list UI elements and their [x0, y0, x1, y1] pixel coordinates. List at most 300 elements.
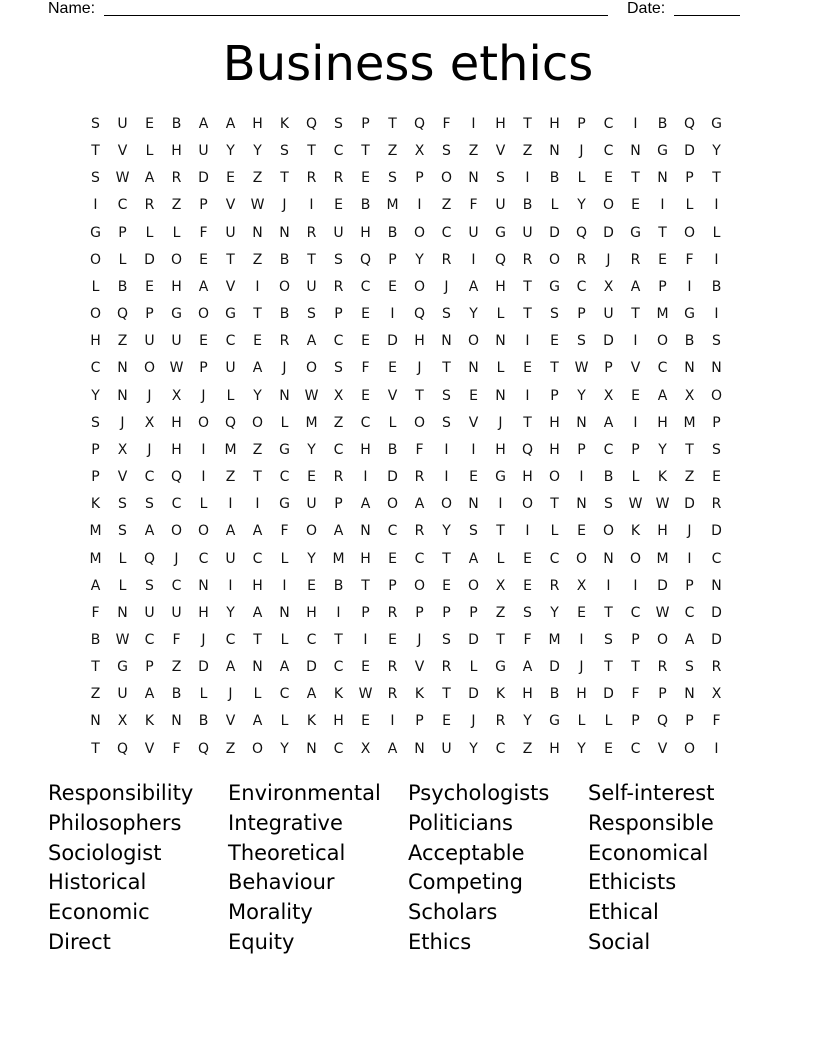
grid-letter: N	[495, 333, 506, 350]
word-list-item: Historical	[48, 870, 147, 895]
grid-letter: I	[525, 170, 530, 187]
grid-letter: Q	[170, 469, 183, 486]
grid-letter: Q	[656, 713, 669, 730]
grid-letter: B	[171, 116, 182, 132]
word-list-item: Environmental	[228, 781, 381, 805]
grid-letter: M	[224, 441, 237, 458]
grid-letter: O	[440, 496, 453, 513]
grid-letter: I	[228, 577, 233, 594]
grid-letter: V	[414, 659, 425, 676]
word-list-item: Responsible	[588, 810, 714, 835]
grid-letter: Z	[252, 170, 263, 187]
grid-letter: T	[523, 306, 532, 323]
grid-letter: V	[387, 387, 398, 404]
grid-letter: S	[388, 170, 397, 187]
grid-letter: L	[496, 306, 505, 323]
grid-letter: R	[279, 333, 290, 350]
grid-letter: O	[683, 740, 696, 757]
grid-letter: P	[631, 713, 640, 730]
grid-letter: Y	[469, 740, 478, 757]
grid-letter: E	[361, 659, 370, 676]
grid-letter: P	[577, 441, 586, 458]
grid-letter: Y	[469, 306, 478, 323]
grid-letter: L	[712, 224, 721, 241]
grid-letter: H	[495, 441, 506, 458]
grid-letter: N	[117, 604, 128, 621]
grid-letter: E	[523, 360, 532, 377]
grid-letter: D	[603, 224, 614, 241]
grid-letter: T	[550, 360, 559, 377]
grid-letter: O	[440, 170, 453, 187]
word-list-item: Equity	[228, 929, 295, 954]
grid-letter: I	[525, 387, 530, 404]
word-list-item: Integrative	[228, 810, 343, 835]
grid-letter: T	[280, 170, 289, 187]
grid-letter: A	[630, 278, 641, 295]
grid-letter: H	[657, 523, 668, 540]
grid-letter: O	[683, 224, 696, 241]
grid-letter: N	[603, 550, 614, 567]
grid-letter: P	[415, 713, 424, 730]
grid-letter: K	[630, 523, 641, 540]
grid-letter: C	[333, 740, 344, 757]
grid-letter: T	[496, 523, 505, 540]
grid-letter: U	[441, 740, 452, 757]
grid-letter: C	[495, 740, 506, 757]
grid-letter: T	[631, 170, 640, 187]
grid-letter: O	[305, 523, 318, 540]
grid-letter: O	[575, 550, 588, 567]
grid-letter: C	[225, 333, 236, 350]
grid-letter: H	[171, 441, 182, 458]
grid-letter: R	[333, 469, 344, 486]
word-list-item: Ethical	[588, 900, 659, 925]
grid-letter: G	[711, 116, 722, 132]
grid-letter: U	[225, 224, 236, 241]
grid-letter: N	[117, 387, 128, 404]
word-list-item: Acceptable	[408, 840, 525, 865]
grid-letter: J	[201, 631, 206, 648]
grid-letter: C	[171, 577, 182, 594]
grid-letter: D	[468, 686, 479, 703]
grid-letter: A	[468, 550, 479, 567]
grid-letter: H	[657, 414, 668, 431]
grid-letter: T	[361, 143, 370, 160]
grid-letter: B	[333, 577, 344, 594]
word-list-item: Theoretical	[228, 840, 346, 865]
grid-letter: S	[334, 360, 343, 377]
grid-letter: E	[145, 278, 154, 295]
grid-letter: O	[305, 360, 318, 377]
grid-letter: A	[144, 523, 155, 540]
grid-letter: C	[225, 631, 236, 648]
grid-letter: T	[631, 306, 640, 323]
grid-letter: L	[604, 713, 613, 730]
grid-letter: R	[630, 251, 641, 268]
grid-letter: O	[170, 251, 183, 268]
grid-letter: N	[468, 360, 479, 377]
grid-letter: L	[280, 631, 289, 648]
grid-letter: Y	[226, 143, 235, 160]
grid-letter: S	[442, 306, 451, 323]
grid-letter: Y	[712, 143, 721, 160]
grid-letter: E	[334, 197, 343, 214]
grid-letter: H	[306, 604, 317, 621]
grid-letter: E	[523, 550, 532, 567]
grid-letter: O	[413, 278, 426, 295]
grid-letter: O	[467, 577, 480, 594]
grid-letter: M	[305, 414, 318, 431]
grid-letter: S	[442, 631, 451, 648]
word-list-item: Morality	[228, 900, 313, 925]
grid-letter: T	[253, 306, 262, 323]
grid-letter: P	[145, 306, 154, 323]
grid-letter: F	[199, 224, 208, 241]
grid-letter: K	[333, 686, 344, 703]
grid-letter: L	[550, 197, 559, 214]
grid-letter: B	[198, 713, 209, 730]
grid-letter: Z	[225, 740, 236, 757]
grid-letter: T	[226, 251, 235, 268]
grid-letter: Q	[116, 306, 129, 323]
word-list	[48, 779, 768, 958]
grid-letter: G	[279, 496, 290, 513]
grid-letter: T	[442, 360, 451, 377]
grid-letter: T	[550, 496, 559, 513]
grid-letter: L	[253, 686, 262, 703]
grid-letter: N	[576, 414, 587, 431]
grid-letter: J	[147, 441, 152, 458]
grid-letter: G	[171, 306, 182, 323]
grid-letter: A	[657, 387, 668, 404]
grid-letter: K	[414, 686, 425, 703]
grid-letter: A	[252, 713, 263, 730]
word-list-item: Ethics	[408, 929, 472, 954]
grid-letter: J	[417, 360, 422, 377]
grid-letter: T	[307, 251, 316, 268]
grid-letter: R	[333, 278, 344, 295]
grid-letter: I	[417, 197, 422, 214]
grid-letter: T	[91, 740, 100, 757]
grid-letter: Y	[415, 251, 424, 268]
grid-letter: T	[712, 170, 721, 187]
grid-letter: E	[388, 631, 397, 648]
grid-letter: I	[282, 577, 287, 594]
grid-letter: D	[549, 224, 560, 241]
grid-letter: Z	[522, 740, 533, 757]
grid-letter: T	[523, 414, 532, 431]
grid-letter: U	[495, 197, 506, 214]
grid-letter: J	[579, 659, 584, 676]
grid-letter: R	[171, 170, 182, 187]
grid-letter: T	[496, 631, 505, 648]
grid-letter: N	[171, 713, 182, 730]
word-list-item: Scholars	[408, 900, 498, 925]
grid-letter: Q	[494, 251, 507, 268]
grid-letter: W	[655, 604, 670, 621]
grid-letter: J	[498, 414, 503, 431]
grid-letter: S	[712, 441, 721, 458]
name-field-line[interactable]	[104, 15, 608, 16]
grid-letter: F	[442, 116, 451, 132]
grid-letter: S	[496, 170, 505, 187]
grid-letter: X	[360, 740, 371, 757]
grid-letter: K	[495, 686, 506, 703]
grid-letter: C	[630, 740, 641, 757]
grid-letter: B	[117, 278, 128, 295]
word-list-item: Responsibility	[48, 781, 194, 805]
grid-letter: P	[361, 604, 370, 621]
grid-letter: E	[253, 333, 262, 350]
grid-letter: D	[711, 604, 722, 621]
grid-letter: K	[144, 713, 155, 730]
grid-letter: I	[714, 740, 719, 757]
grid-letter: D	[549, 659, 560, 676]
grid-letter: H	[171, 414, 182, 431]
grid-letter: Q	[224, 414, 237, 431]
grid-letter: E	[307, 577, 316, 594]
date-field-line[interactable]	[674, 15, 740, 16]
grid-letter: R	[711, 659, 722, 676]
grid-letter: B	[360, 197, 371, 214]
grid-letter: E	[712, 469, 721, 486]
grid-letter: A	[198, 116, 209, 132]
grid-letter: Z	[495, 604, 506, 621]
grid-letter: X	[117, 713, 128, 730]
grid-letter: P	[577, 306, 586, 323]
grid-letter: N	[90, 713, 101, 730]
grid-letter: M	[656, 306, 669, 323]
grid-letter: E	[550, 333, 559, 350]
grid-letter: F	[172, 740, 181, 757]
grid-letter: H	[252, 116, 263, 132]
grid-letter: K	[90, 496, 101, 513]
grid-letter: T	[604, 659, 613, 676]
grid-letter: O	[656, 631, 669, 648]
grid-letter: O	[413, 224, 426, 241]
grid-letter: E	[442, 577, 451, 594]
grid-letter: C	[90, 360, 101, 377]
grid-letter: S	[712, 333, 721, 350]
grid-letter: J	[201, 387, 206, 404]
grid-letter: D	[711, 523, 722, 540]
grid-letter: D	[144, 251, 155, 268]
grid-letter: R	[441, 251, 452, 268]
grid-letter: Q	[359, 251, 372, 268]
grid-letter: J	[579, 143, 584, 160]
grid-letter: O	[143, 360, 156, 377]
grid-letter: W	[574, 360, 589, 377]
grid-letter: N	[468, 170, 479, 187]
grid-letter: I	[444, 469, 449, 486]
grid-letter: V	[630, 360, 641, 377]
grid-letter: E	[361, 170, 370, 187]
grid-letter: X	[495, 577, 506, 594]
grid-letter: L	[226, 387, 235, 404]
grid-letter: N	[441, 333, 452, 350]
grid-letter: H	[171, 278, 182, 295]
grid-letter: Q	[116, 740, 129, 757]
grid-letter: I	[363, 469, 368, 486]
grid-letter: D	[198, 170, 209, 187]
grid-letter: F	[523, 631, 532, 648]
grid-letter: C	[441, 224, 452, 241]
grid-letter: P	[199, 360, 208, 377]
grid-letter: I	[471, 441, 476, 458]
grid-letter: R	[144, 197, 155, 214]
grid-letter: U	[117, 116, 128, 132]
grid-letter: D	[387, 333, 398, 350]
grid-letter: S	[469, 523, 478, 540]
grid-letter: C	[333, 143, 344, 160]
grid-letter: I	[714, 306, 719, 323]
grid-letter: Q	[143, 550, 156, 567]
grid-letter: Y	[577, 387, 586, 404]
grid-letter: A	[306, 333, 317, 350]
grid-letter: W	[304, 387, 319, 404]
grid-letter: Y	[226, 604, 235, 621]
grid-letter: R	[387, 686, 398, 703]
grid-letter: L	[199, 686, 208, 703]
grid-letter: L	[496, 550, 505, 567]
grid-letter: J	[444, 278, 449, 295]
grid-letter: B	[603, 469, 614, 486]
grid-letter: A	[144, 170, 155, 187]
grid-letter: I	[471, 116, 476, 132]
grid-letter: C	[603, 441, 614, 458]
grid-letter: T	[91, 143, 100, 160]
grid-letter: T	[253, 631, 262, 648]
word-list-item: Politicians	[408, 810, 513, 835]
grid-letter: V	[225, 197, 236, 214]
grid-letter: Y	[253, 387, 262, 404]
grid-letter: C	[279, 686, 290, 703]
grid-letter: C	[144, 469, 155, 486]
grid-letter: Q	[413, 116, 426, 132]
grid-letter: L	[388, 414, 397, 431]
grid-letter: D	[684, 496, 695, 513]
grid-letter: E	[361, 387, 370, 404]
grid-letter: E	[361, 306, 370, 323]
grid-letter: U	[144, 333, 155, 350]
grid-letter: Y	[91, 387, 100, 404]
grid-letter: D	[198, 659, 209, 676]
grid-letter: G	[90, 224, 101, 241]
grid-letter: S	[334, 116, 343, 132]
grid-letter: H	[171, 143, 182, 160]
grid-letter: Z	[684, 469, 695, 486]
grid-letter: S	[91, 116, 100, 132]
grid-letter: D	[468, 631, 479, 648]
grid-letter: T	[523, 278, 532, 295]
grid-letter: E	[604, 740, 613, 757]
grid-letter: E	[361, 713, 370, 730]
grid-letter: Y	[658, 441, 667, 458]
grid-letter: Q	[683, 116, 696, 132]
grid-letter: C	[198, 550, 209, 567]
grid-letter: A	[252, 523, 263, 540]
grid-letter: L	[469, 659, 478, 676]
grid-letter: I	[687, 550, 692, 567]
grid-letter: L	[199, 496, 208, 513]
grid-letter: C	[252, 550, 263, 567]
grid-letter: C	[144, 631, 155, 648]
grid-letter: F	[469, 197, 478, 214]
grid-letter: N	[360, 523, 371, 540]
grid-letter: P	[712, 414, 721, 431]
grid-letter: J	[228, 686, 233, 703]
grid-letter: E	[631, 197, 640, 214]
grid-letter: E	[469, 469, 478, 486]
grid-letter: T	[685, 441, 694, 458]
grid-letter: A	[144, 686, 155, 703]
grid-letter: O	[251, 740, 264, 757]
grid-letter: P	[550, 387, 559, 404]
grid-letter: R	[414, 469, 425, 486]
grid-letter: B	[684, 333, 695, 350]
grid-letter: Z	[522, 143, 533, 160]
name-label: Name:	[48, 0, 96, 17]
grid-letter: B	[387, 441, 398, 458]
grid-letter: O	[413, 414, 426, 431]
grid-letter: B	[657, 116, 668, 132]
grid-letter: C	[306, 631, 317, 648]
grid-letter: O	[521, 496, 534, 513]
grid-letter: U	[522, 224, 533, 241]
grid-letter: V	[225, 278, 236, 295]
grid-letter: P	[577, 116, 586, 132]
grid-letter: I	[579, 631, 584, 648]
grid-letter: I	[228, 496, 233, 513]
grid-letter: A	[522, 659, 533, 676]
grid-letter: K	[279, 116, 290, 132]
grid-letter: A	[684, 631, 695, 648]
grid-letter: V	[144, 740, 155, 757]
grid-letter: M	[656, 550, 669, 567]
grid-letter: T	[415, 387, 424, 404]
grid-letter: H	[549, 441, 560, 458]
grid-letter: T	[307, 143, 316, 160]
grid-letter: B	[549, 170, 560, 187]
grid-letter: V	[117, 469, 128, 486]
grid-letter: S	[577, 333, 586, 350]
grid-letter: P	[334, 306, 343, 323]
grid-letter: T	[523, 116, 532, 132]
grid-letter: O	[413, 577, 426, 594]
grid-letter: C	[549, 550, 560, 567]
grid-letter: M	[89, 523, 102, 540]
grid-letter: X	[684, 387, 695, 404]
grid-letter: Z	[171, 197, 182, 214]
grid-letter: J	[282, 360, 287, 377]
grid-letter: S	[334, 251, 343, 268]
grid-letter: I	[471, 251, 476, 268]
grid-letter: Q	[413, 306, 426, 323]
grid-letter: G	[495, 224, 506, 241]
grid-letter: L	[280, 550, 289, 567]
grid-letter: T	[388, 116, 397, 132]
grid-letter: E	[361, 333, 370, 350]
grid-letter: M	[548, 631, 561, 648]
grid-letter: K	[306, 713, 317, 730]
grid-letter: W	[628, 496, 643, 513]
grid-letter: F	[712, 713, 721, 730]
grid-letter: N	[414, 740, 425, 757]
grid-letter: O	[548, 469, 561, 486]
grid-letter: V	[117, 143, 128, 160]
grid-letter: H	[252, 577, 263, 594]
grid-letter: B	[171, 686, 182, 703]
